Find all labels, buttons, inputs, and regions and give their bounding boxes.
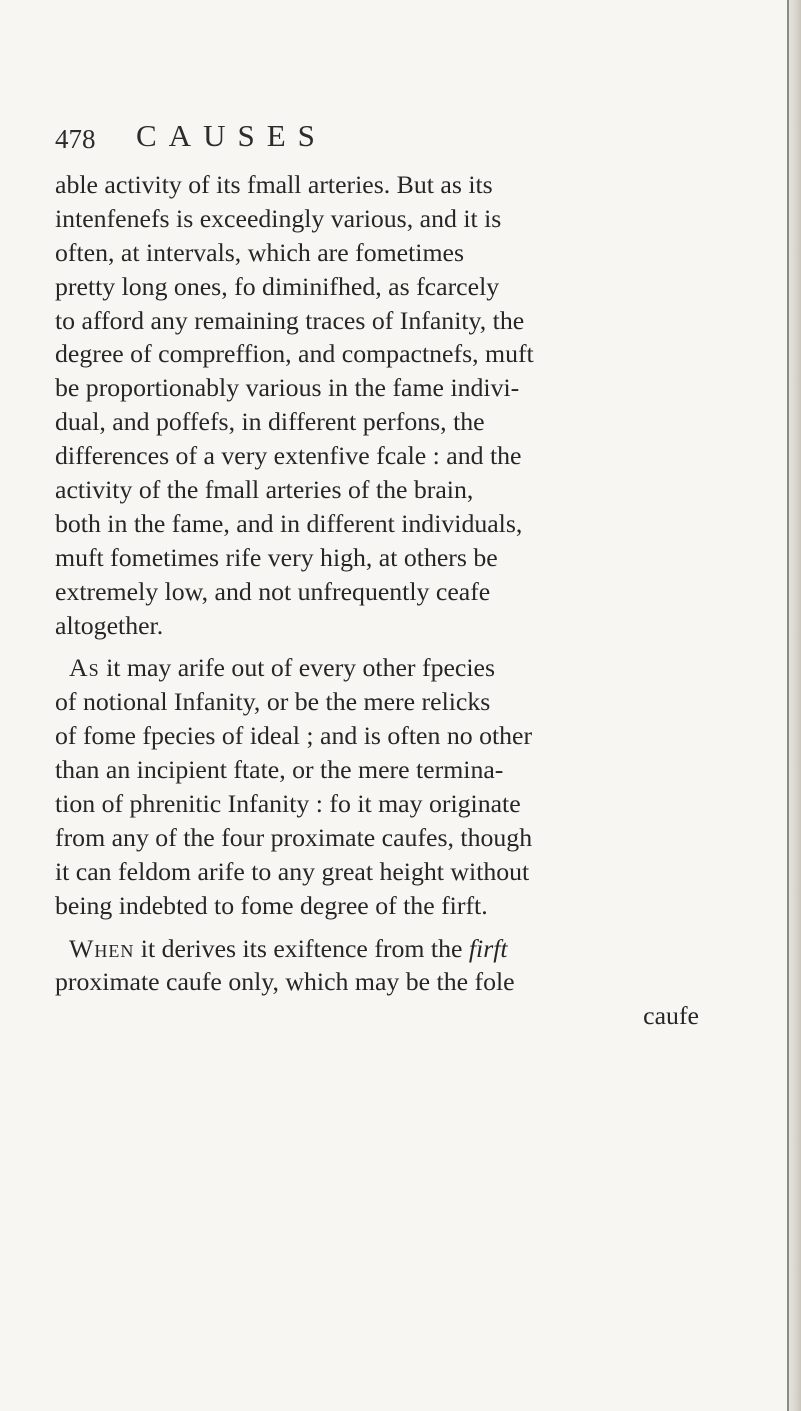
text-line: dual, and poffefs, in different perfons, the [55, 407, 485, 437]
paragraph-lead-word: As [69, 653, 100, 683]
text-line: of notional Infanity, or be the mere relicks [55, 687, 491, 717]
text-run: it may arife out of every other fpecies [99, 653, 496, 683]
text-line: it can feldom arife to any great height without [55, 856, 530, 886]
text-line: be proportionably various in the fame indivi- [55, 373, 520, 403]
text-line: often, at intervals, which are fometimes [55, 237, 465, 267]
text-line: tion of phrenitic Infanity : fo it may originate [55, 789, 521, 819]
text-line: intenfenefs is exceedingly various, and it is [55, 203, 502, 233]
text-line: degree of compreffion, and compactnefs, muft [55, 339, 534, 369]
paragraph-3 [55, 932, 745, 1034]
text-line: of fome fpecies of ideal ; and is often no other [55, 721, 533, 751]
page-header [55, 118, 735, 158]
page-edge-shadow [787, 0, 801, 1411]
text-run: it derives its exiftence from the [134, 933, 469, 963]
italic-word: firft [468, 933, 508, 963]
text-line: from any of the four proximate caufes, though [55, 822, 533, 852]
text-line: than an incipient ftate, or the mere termina- [55, 755, 504, 785]
text-line: differences of a very extenfive fcale : and the [55, 441, 522, 471]
text-line: pretty long ones, fo diminifhed, as fcarcely [55, 271, 500, 301]
text-line: altogether. [55, 610, 164, 640]
text-line: both in the fame, and in different individuals, [55, 508, 523, 538]
text-line: activity of the fmall arteries of the brain, [55, 475, 474, 505]
text-line: extremely low, and not unfrequently ceafe [55, 576, 491, 606]
text-line: being indebted to fome degree of the firft. [55, 890, 488, 920]
text-line-first [55, 651, 745, 685]
paragraph-lead-word: When [69, 933, 135, 963]
running-head: CAUSES [136, 118, 327, 153]
text-line: muft fometimes rife very high, at others be [55, 542, 498, 572]
text-line: to afford any remaining traces of Infanity, the [55, 305, 525, 335]
body-text [55, 168, 745, 1033]
text-line: able activity of its fmall arteries. But as its [55, 170, 493, 199]
paragraph-2 [55, 651, 745, 922]
paragraph-gap [55, 642, 745, 651]
paragraph-1 [55, 168, 745, 642]
text-line: proximate caufe only, which may be the fole [55, 967, 515, 997]
page-number: 478 [55, 124, 96, 154]
text-line-first [55, 932, 745, 966]
catchword: caufe [643, 1001, 699, 1031]
page-edge-line [787, 0, 789, 1411]
paragraph-gap [55, 923, 745, 932]
